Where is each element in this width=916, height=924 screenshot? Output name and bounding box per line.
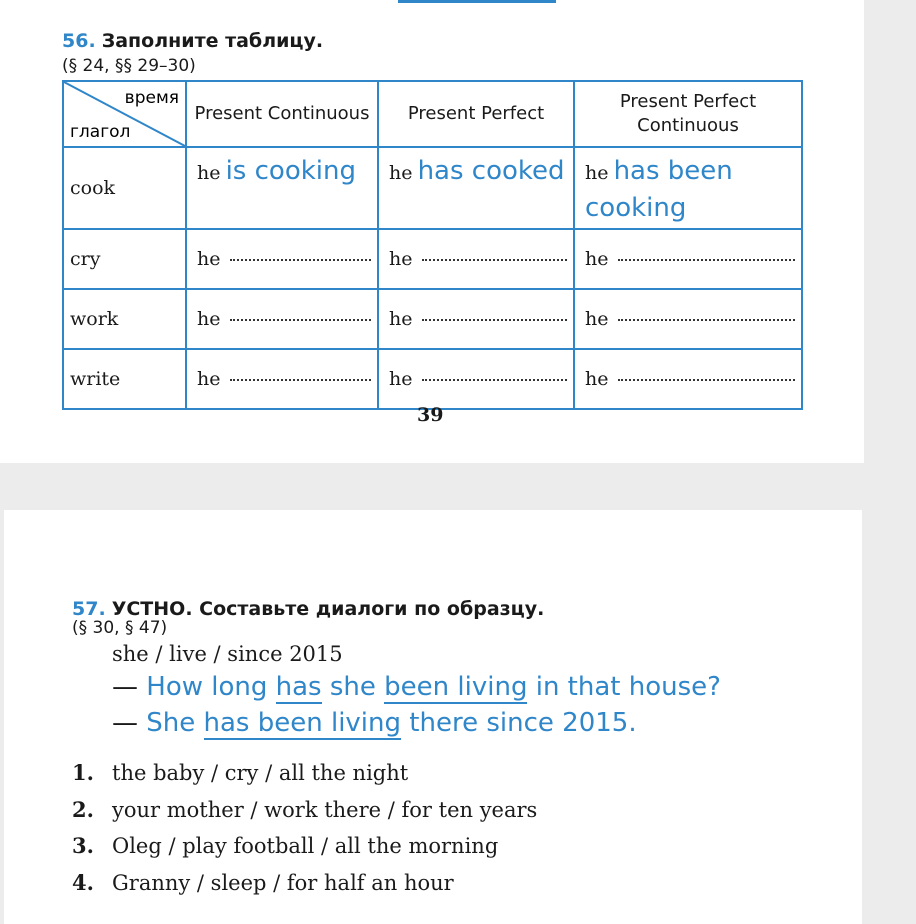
verb-cell: work bbox=[63, 289, 186, 349]
blank-cell[interactable] bbox=[574, 289, 802, 349]
sample-prompt: she / live / since 2015 bbox=[112, 642, 343, 666]
item-text: your mother / work there / for ten years bbox=[112, 798, 538, 822]
handwritten-text: She bbox=[146, 708, 196, 738]
dash: — bbox=[112, 708, 138, 738]
blank-cell[interactable] bbox=[186, 289, 378, 349]
handwritten-answer: has been cooking bbox=[585, 156, 733, 223]
pronoun: he bbox=[389, 248, 413, 270]
sample-question-line bbox=[112, 672, 721, 702]
sample-answer-line bbox=[112, 708, 637, 738]
table-header-row bbox=[63, 81, 802, 147]
pronoun: he bbox=[197, 368, 221, 390]
pronoun: he bbox=[389, 368, 413, 390]
blank-cell[interactable] bbox=[378, 229, 574, 289]
exercise-56-heading bbox=[62, 30, 323, 52]
pronoun: he bbox=[197, 308, 221, 330]
pronoun: he bbox=[197, 248, 221, 270]
item-number: 1. bbox=[72, 760, 94, 785]
header-present-perfect: Present Perfect bbox=[378, 81, 574, 147]
fill-in-dots bbox=[230, 318, 371, 321]
blank-cell[interactable] bbox=[186, 229, 378, 289]
corner-label-verb: глагол bbox=[70, 122, 131, 142]
exercise-57-reference: (§ 30, § 47) bbox=[72, 618, 168, 638]
corner-label-time: время bbox=[124, 88, 179, 108]
item-text: Oleg / play football / all the morning bbox=[112, 834, 499, 858]
underlined-handwritten-text: has been living bbox=[203, 708, 402, 738]
page-number: 39 bbox=[417, 404, 444, 426]
handwritten-text: she bbox=[329, 672, 376, 702]
verb-cell: write bbox=[63, 349, 186, 409]
blank-cell[interactable] bbox=[574, 349, 802, 409]
fill-in-dots bbox=[618, 258, 795, 261]
answer-cell bbox=[186, 147, 378, 229]
item-number: 3. bbox=[72, 833, 94, 858]
tense-table bbox=[62, 80, 803, 410]
exercise-57-number: 57. bbox=[72, 598, 106, 620]
pronoun: he bbox=[585, 308, 609, 330]
answer-cell bbox=[378, 147, 574, 229]
fill-in-dots bbox=[422, 318, 567, 321]
blank-cell[interactable] bbox=[378, 349, 574, 409]
item-number: 2. bbox=[72, 797, 94, 822]
table-row bbox=[63, 229, 802, 289]
header-present-perfect-continuous: Present Perfect Continuous bbox=[574, 81, 802, 147]
fill-in-dots bbox=[422, 378, 567, 381]
fill-in-dots bbox=[618, 318, 795, 321]
fill-in-dots bbox=[230, 378, 371, 381]
handwritten-text: there since 2015. bbox=[409, 708, 637, 738]
item-number: 4. bbox=[72, 870, 94, 895]
verb-cell: cook bbox=[63, 147, 186, 229]
pronoun: he bbox=[585, 162, 609, 184]
pronoun: he bbox=[389, 308, 413, 330]
table-row bbox=[63, 349, 802, 409]
handwritten-answer: has cooked bbox=[417, 156, 565, 186]
verb-cell: cry bbox=[63, 229, 186, 289]
answer-cell bbox=[574, 147, 802, 229]
list-item bbox=[72, 760, 408, 785]
underlined-handwritten-text: has bbox=[275, 672, 322, 702]
textbook-page-39 bbox=[0, 0, 864, 463]
list-item bbox=[72, 833, 498, 858]
handwritten-text: in that house? bbox=[535, 672, 721, 702]
textbook-page-next bbox=[4, 510, 862, 924]
blank-cell[interactable] bbox=[574, 229, 802, 289]
blank-cell[interactable] bbox=[186, 349, 378, 409]
top-accent-strip bbox=[398, 0, 556, 3]
table-row bbox=[63, 289, 802, 349]
corner-cell bbox=[63, 81, 186, 147]
fill-in-dots bbox=[230, 258, 371, 261]
table-row bbox=[63, 147, 802, 229]
exercise-56-title: Заполните таблицу. bbox=[101, 30, 324, 52]
exercise-56-reference: (§ 24, §§ 29–30) bbox=[62, 56, 196, 76]
pronoun: he bbox=[585, 248, 609, 270]
blank-cell[interactable] bbox=[378, 289, 574, 349]
header-present-continuous: Present Continuous bbox=[186, 81, 378, 147]
item-text: Granny / sleep / for half an hour bbox=[112, 871, 454, 895]
underlined-handwritten-text: been living bbox=[384, 672, 528, 702]
exercise-57-title: УСТНО. Составьте диалоги по образцу. bbox=[111, 598, 545, 620]
fill-in-dots bbox=[422, 258, 567, 261]
fill-in-dots bbox=[618, 378, 795, 381]
handwritten-answer: is cooking bbox=[225, 156, 356, 186]
pronoun: he bbox=[585, 368, 609, 390]
handwritten-text: How long bbox=[146, 672, 268, 702]
pronoun: he bbox=[197, 162, 221, 184]
dash: — bbox=[112, 672, 138, 702]
list-item bbox=[72, 870, 454, 895]
pronoun: he bbox=[389, 162, 413, 184]
list-item bbox=[72, 797, 537, 822]
exercise-57-heading bbox=[72, 598, 544, 620]
exercise-56-number: 56. bbox=[62, 30, 96, 52]
item-text: the baby / cry / all the night bbox=[112, 761, 409, 785]
